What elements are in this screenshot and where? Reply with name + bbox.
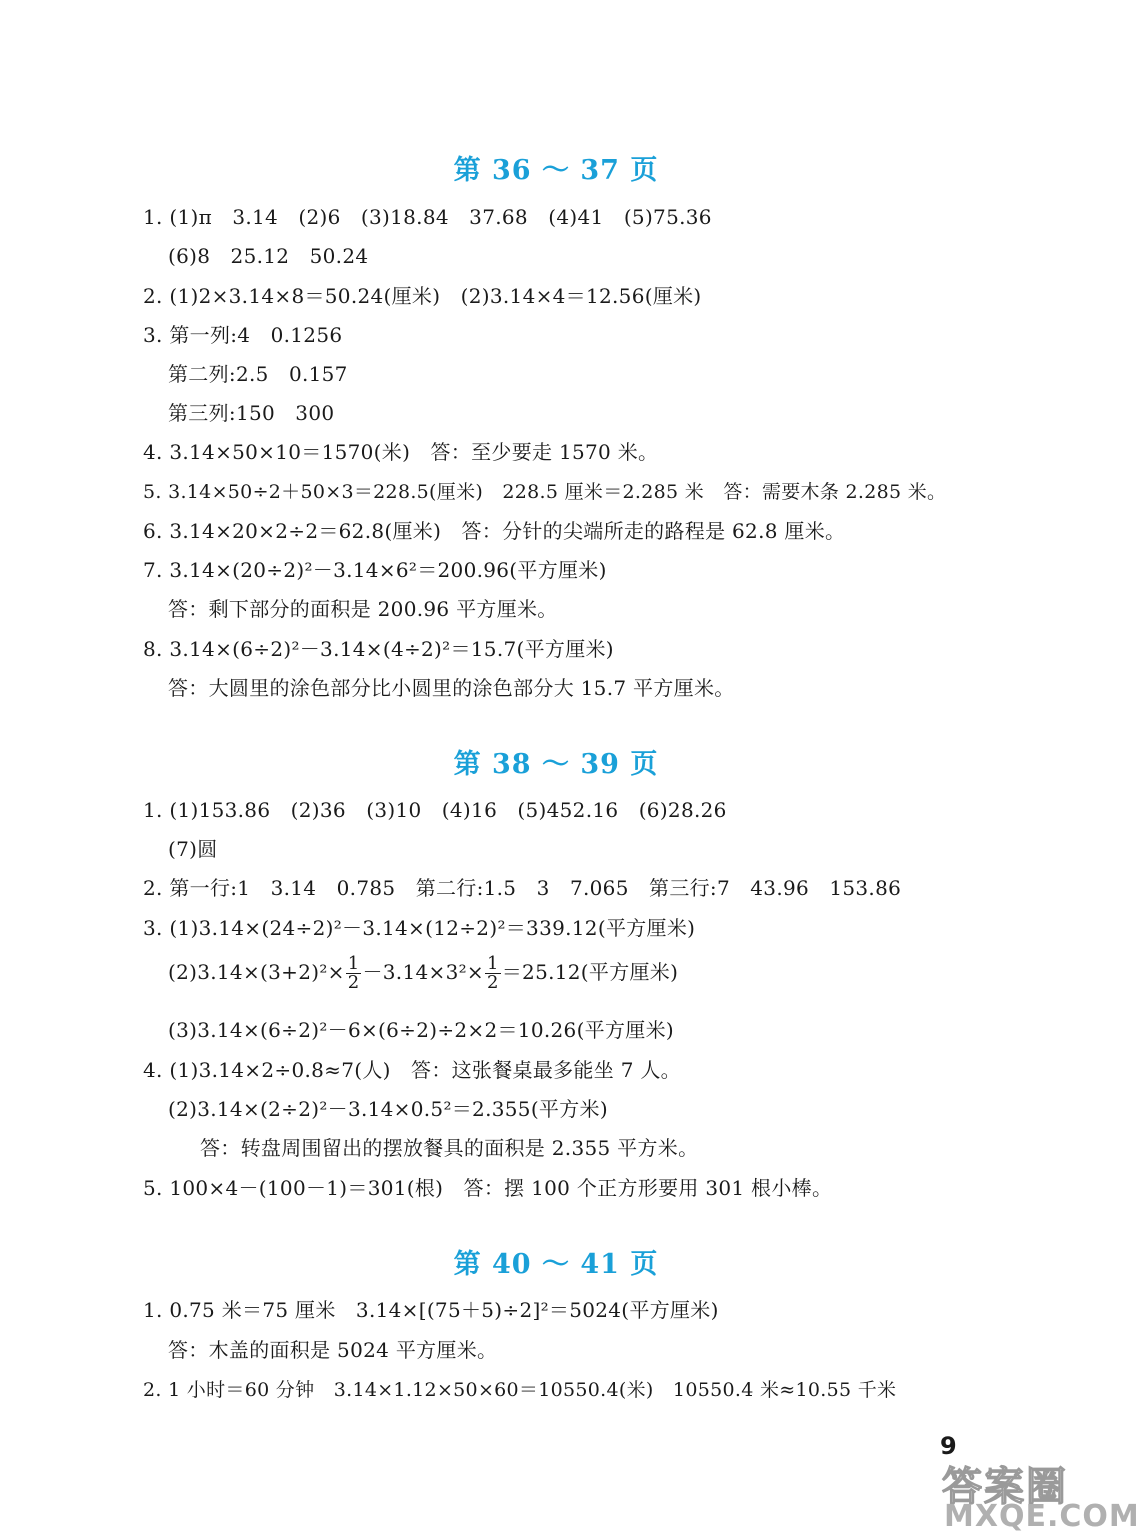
answer-line: 8. 3.14×(6÷2)²－3.14×(4÷2)²＝15.7(平方厘米) [143, 637, 614, 661]
answer-line: (3)3.14×(6÷2)²－6×(6÷2)÷2×2＝10.26(平方厘米) [168, 1018, 674, 1042]
answer-line: 1. 0.75 米＝75 厘米 3.14×[(75＋5)÷2]²＝5024(平方厘米) [143, 1298, 719, 1322]
fraction-one-half [346, 955, 362, 992]
answer-line: 5. 3.14×50÷2＋50×3＝228.5(厘米) 228.5 厘米＝2.285 米 答：需要木条 2.285 米。 [143, 481, 947, 503]
watermark-bottom-text: MXQE.COM [944, 1499, 1140, 1534]
answer-line: (2)3.14×(2÷2)²－3.14×0.5²＝2.355(平方米) [168, 1097, 608, 1121]
answer-line: 6. 3.14×20×2÷2＝62.8(厘米) 答：分针的尖端所走的路程是 62.8 厘米。 [143, 519, 846, 543]
answer-line: 2. 1 小时＝60 分钟 3.14×1.12×50×60＝10550.4(米) 10550.4 米≈10.55 千米 [143, 1379, 897, 1401]
answer-line: 1. (1)π 3.14 (2)6 (3)18.84 37.68 (4)41 (5)75.36 [143, 205, 712, 229]
answer-line: 3. 第一列:4 0.1256 [143, 323, 343, 347]
answer-line: 第三列:150 300 [168, 401, 335, 425]
answer-line: 第二列:2.5 0.157 [168, 362, 348, 386]
answer-line-fraction [168, 955, 678, 992]
fraction-line-part1: (2)3.14×(3+2)²× [168, 960, 345, 984]
answer-line: 3. (1)3.14×(24÷2)²－3.14×(12÷2)²＝339.12(平方厘米) [143, 916, 696, 940]
fraction-line-part3: ＝25.12(平方厘米) [501, 960, 679, 984]
answer-line: 答：大圆里的涂色部分比小圆里的涂色部分大 15.7 平方厘米。 [168, 676, 735, 700]
answer-line: (6)8 25.12 50.24 [168, 244, 369, 268]
section-heading-40-41: 第 40 ～ 41 页 [453, 1249, 659, 1280]
answer-line: 5. 100×4－(100－1)＝301(根) 答：摆 100 个正方形要用 301 根小棒。 [143, 1176, 833, 1200]
answer-line: 2. (1)2×3.14×8＝50.24(厘米) (2)3.14×4＝12.56(厘米) [143, 284, 702, 308]
fraction-denominator: 2 [486, 972, 499, 993]
answer-line: 答：木盖的面积是 5024 平方厘米。 [168, 1338, 498, 1362]
fraction-one-half [485, 955, 501, 992]
answer-line: 7. 3.14×(20÷2)²－3.14×6²＝200.96(平方厘米) [143, 558, 607, 582]
section-heading-36-37: 第 36 ～ 37 页 [453, 155, 659, 186]
answer-line: 答：剩下部分的面积是 200.96 平方厘米。 [168, 597, 558, 621]
fraction-line-part2: －3.14×3²× [362, 960, 484, 984]
section-heading-38-39: 第 38 ～ 39 页 [453, 749, 659, 780]
answer-line: 1. (1)153.86 (2)36 (3)10 (4)16 (5)452.16 (6)28.26 [143, 798, 727, 822]
answer-line: (7)圆 [168, 837, 218, 861]
answer-line: 答：转盘周围留出的摆放餐具的面积是 2.355 平方米。 [200, 1136, 699, 1160]
fraction-numerator: 1 [486, 953, 499, 974]
watermark-logo [938, 1455, 1140, 1534]
answer-line: 4. (1)3.14×2÷0.8≈7(人) 答：这张餐桌最多能坐 7 人。 [143, 1058, 681, 1082]
answer-line: 4. 3.14×50×10＝1570(米) 答：至少要走 1570 米。 [143, 440, 659, 464]
fraction-denominator: 2 [347, 972, 360, 993]
answer-line: 2. 第一行:1 3.14 0.785 第二行:1.5 3 7.065 第三行:7 43.96 153.86 [143, 876, 902, 900]
page-number: 9 [940, 1432, 957, 1460]
watermark-top-text: 答案圈 [942, 1464, 1068, 1510]
fraction-numerator: 1 [347, 953, 360, 974]
